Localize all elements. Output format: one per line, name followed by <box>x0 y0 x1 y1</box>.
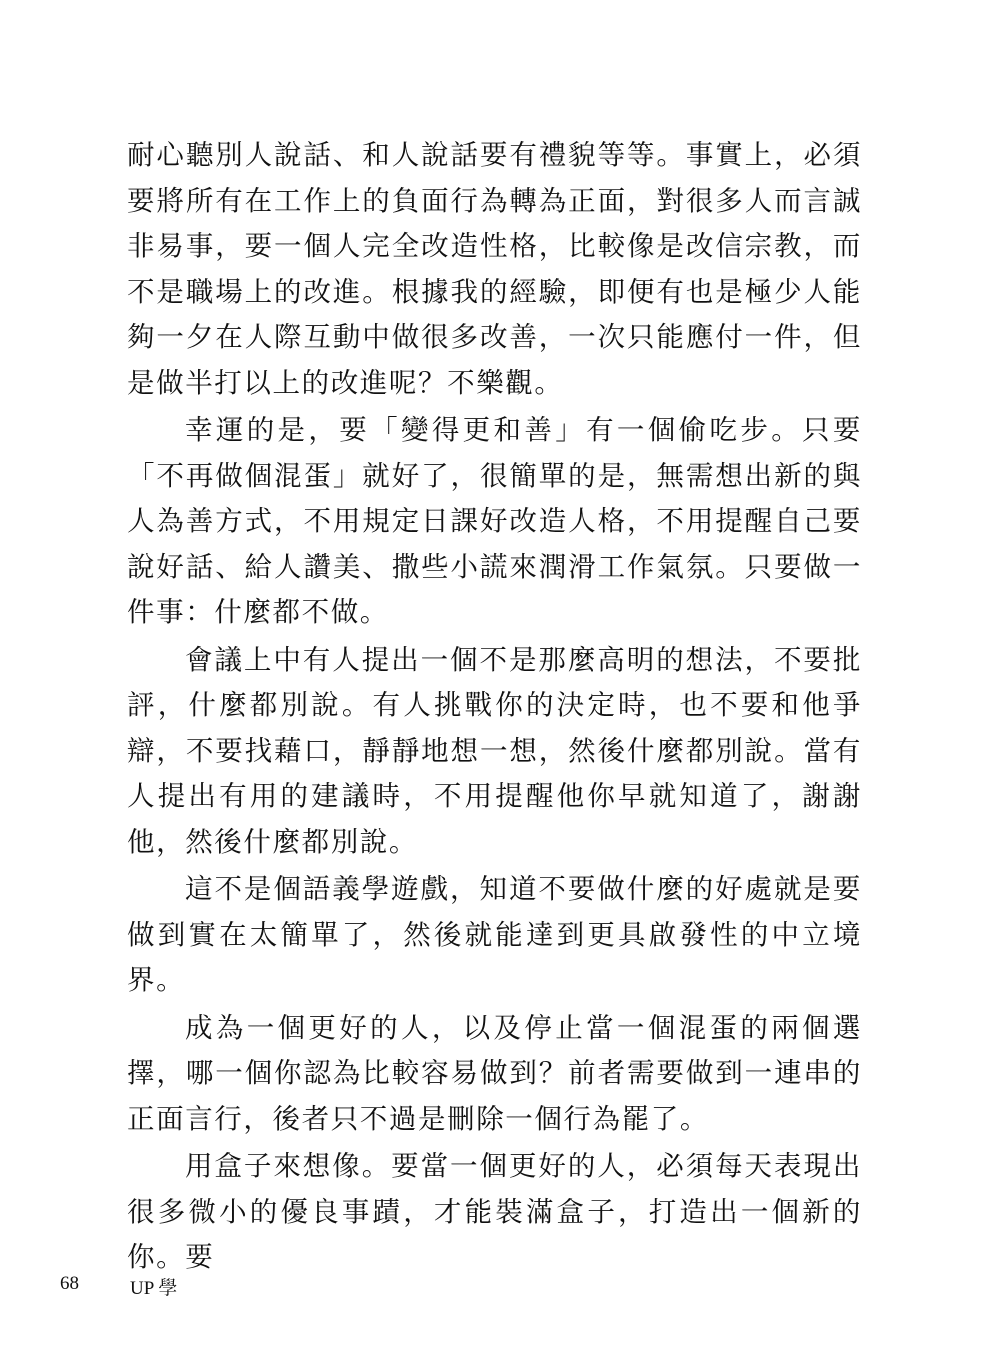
paragraph-6: 用盒子來想像。要當一個更好的人，必須每天表現出很多微小的優良事蹟，才能裝滿盒子，打造出一個新的你。要 <box>127 1150 862 1273</box>
paragraph-1: 耐心聽別人說話、和人說話要有禮貌等等。事實上，必須要將所有在工作上的負面行為轉為正面，對很多人而言誠非易事，要一個人完全改造性格，比較像是改信宗教，而不是職場上的改進。根據我的經驗，即便有也是極少人能夠一夕在人際互動中做很多改善，一次只能應付一件，但是做半打以上的改進呢？不樂觀。 <box>127 139 862 399</box>
running-title: UP 學 <box>130 1278 178 1299</box>
paragraph-2: 幸運的是，要「變得更和善」有一個偷吃步。只要「不再做個混蛋」就好了，很簡單的是，無需想出新的與人為善方式，不用規定日課好改造人格，不用提醒自己要說好話、給人讚美、撒些小謊來潤滑工作氣氛。只要做一件事：什麼都不做。 <box>127 414 862 628</box>
paragraph-4: 這不是個語義學遊戲，知道不要做什麼的好處就是要做到實在太簡單了，然後就能達到更具啟發性的中立境界。 <box>127 873 862 996</box>
paragraph-3: 會議上中有人提出一個不是那麼高明的想法，不要批評，什麼都別說。有人挑戰你的決定時，也不要和他爭辯，不要找藉口，靜靜地想一想，然後什麼都別說。當有人提出有用的建議時，不用提醒他你早就知道了，謝謝他，然後什麼都別說。 <box>127 643 862 858</box>
paragraph-5: 成為一個更好的人，以及停止當一個混蛋的兩個選擇，哪一個你認為比較容易做到？前者需要做到一連串的正面言行，後者只不過是刪除一個行為罷了。 <box>127 1011 862 1135</box>
page-body <box>127 133 862 1283</box>
page-number: 68 <box>60 1273 79 1294</box>
